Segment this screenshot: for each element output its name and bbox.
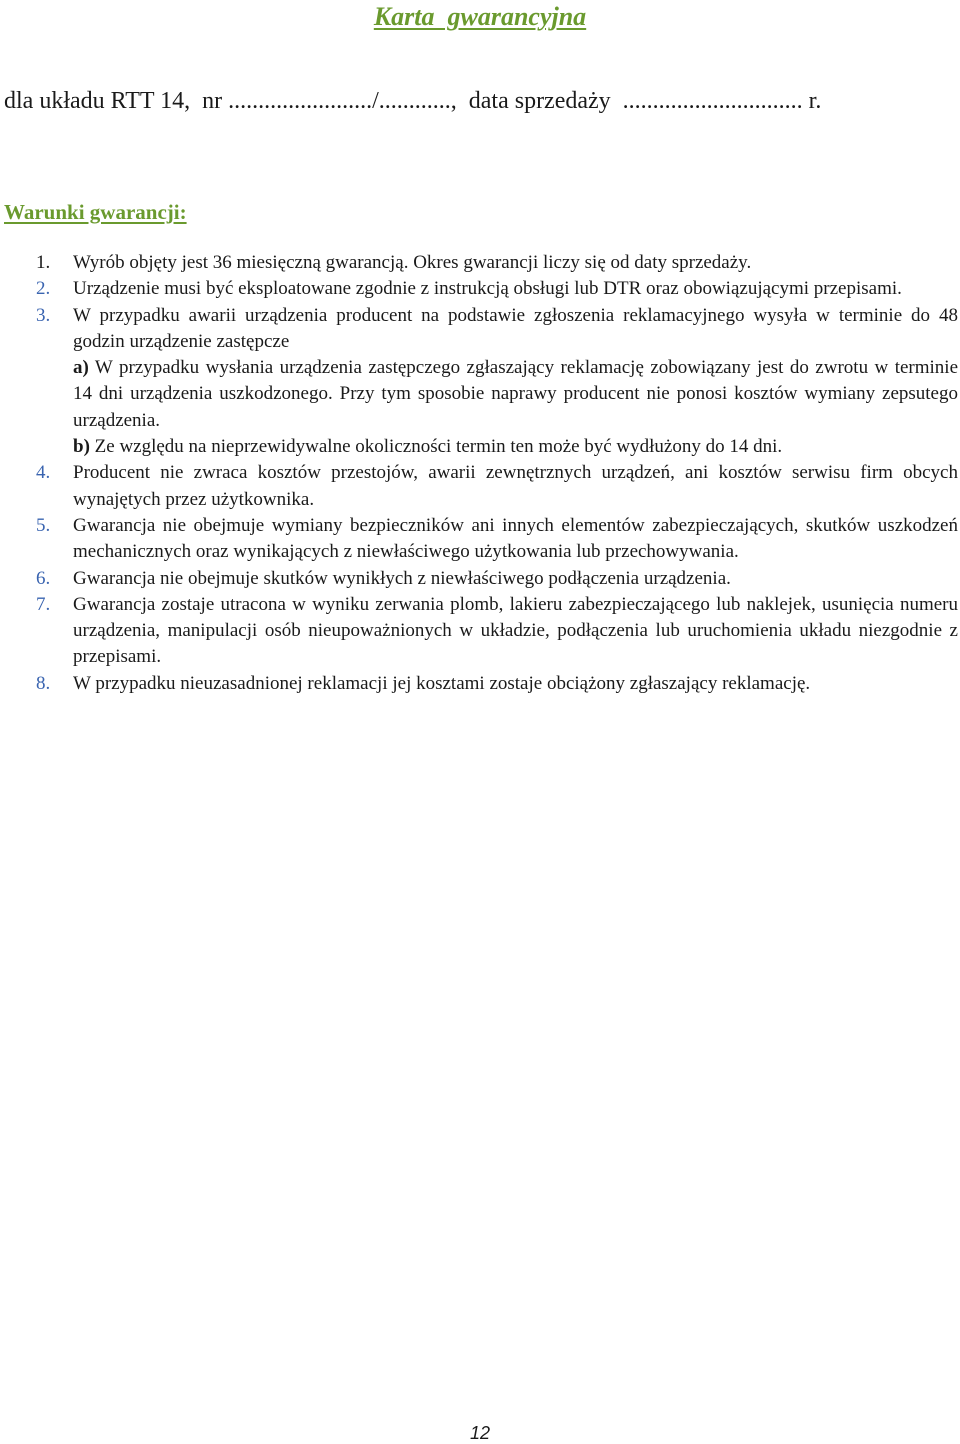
item-number: 8. bbox=[36, 672, 51, 694]
list-item bbox=[0, 460, 960, 513]
item-number: 6. bbox=[36, 567, 51, 589]
list-item bbox=[0, 566, 960, 592]
sub-item-text: W przypadku wysłania urządzenia zastępczego zgłaszający reklamację zobowiązany jest do zwrotu w terminie 14 dni urządzenia uszkodzonego. Przy tym sposobie naprawy producent nie ponosi kosztów wymiany zepsutego urządzenia. bbox=[73, 357, 958, 431]
list-item bbox=[0, 671, 960, 697]
sub-item-a bbox=[73, 355, 958, 434]
item-text: Wyrób objęty jest 36 miesięczną gwarancją. Okres gwarancji liczy się od daty sprzedaży. bbox=[73, 252, 752, 273]
document-title: Karta gwarancyjna bbox=[373, 2, 587, 31]
list-item bbox=[0, 303, 960, 461]
item-number: 1. bbox=[36, 252, 51, 273]
sub-item-label: b) bbox=[73, 436, 90, 458]
item-number: 2. bbox=[36, 278, 51, 300]
section-heading-warranty-terms: Warunki gwarancji: bbox=[4, 200, 187, 224]
item-text: W przypadku nieuzasadnionej reklamacji jej kosztami zostaje obciążony zgłaszający reklamację. bbox=[73, 672, 811, 694]
list-item bbox=[0, 513, 960, 566]
page-number: 12 bbox=[469, 1423, 491, 1443]
item-text: Gwarancja zostaje utracona w wyniku zerwania plomb, lakieru zabezpieczającego lub naklejek, usunięcia numeru urządzenia, manipulacji osób nieupoważnionych w układzie, podłączenia lub uruchomienia układu niezgodnie z przepisami. bbox=[73, 593, 958, 668]
product-sale-line: dla układu RTT 14, nr ......................../............, data sprzedaży .............................. r. bbox=[4, 88, 822, 114]
item-text: Gwarancja nie obejmuje wymiany bezpieczników ani innych elementów zabezpieczających, skutków uszkodzeń mechanicznych oraz wynikających z niewłaściwego użytkowania lub przechowywania. bbox=[73, 514, 958, 563]
item-text: W przypadku awarii urządzenia producent na podstawie zgłoszenia reklamacyjnego wysyła w terminie do 48 godzin urządzenie zastępcze bbox=[73, 304, 958, 352]
sub-item-text: Ze względu na nieprzewidywalne okoliczności termin ten może być wydłużony do 14 dni. bbox=[89, 436, 783, 458]
sub-item-b bbox=[73, 434, 958, 460]
item-text: Gwarancja nie obejmuje skutków wynikłych z niewłaściwego podłączenia urządzenia. bbox=[73, 567, 731, 589]
item-number: 4. bbox=[36, 462, 51, 484]
list-item bbox=[0, 250, 960, 276]
warranty-terms-list bbox=[0, 250, 960, 697]
list-item bbox=[0, 592, 960, 671]
item-number: 3. bbox=[36, 304, 51, 326]
item-number: 7. bbox=[36, 593, 51, 615]
item-number: 5. bbox=[36, 514, 51, 536]
list-item bbox=[0, 276, 960, 302]
sub-item-label: a) bbox=[73, 357, 89, 379]
item-text: Urządzenie musi być eksploatowane zgodnie z instrukcją obsługi lub DTR oraz obowiązującymi przepisami. bbox=[73, 278, 902, 300]
item-text: Producent nie zwraca kosztów przestojów, awarii zewnętrznych urządzeń, ani kosztów serwisu firm obcych wynajętych przez użytkownika. bbox=[73, 462, 958, 510]
